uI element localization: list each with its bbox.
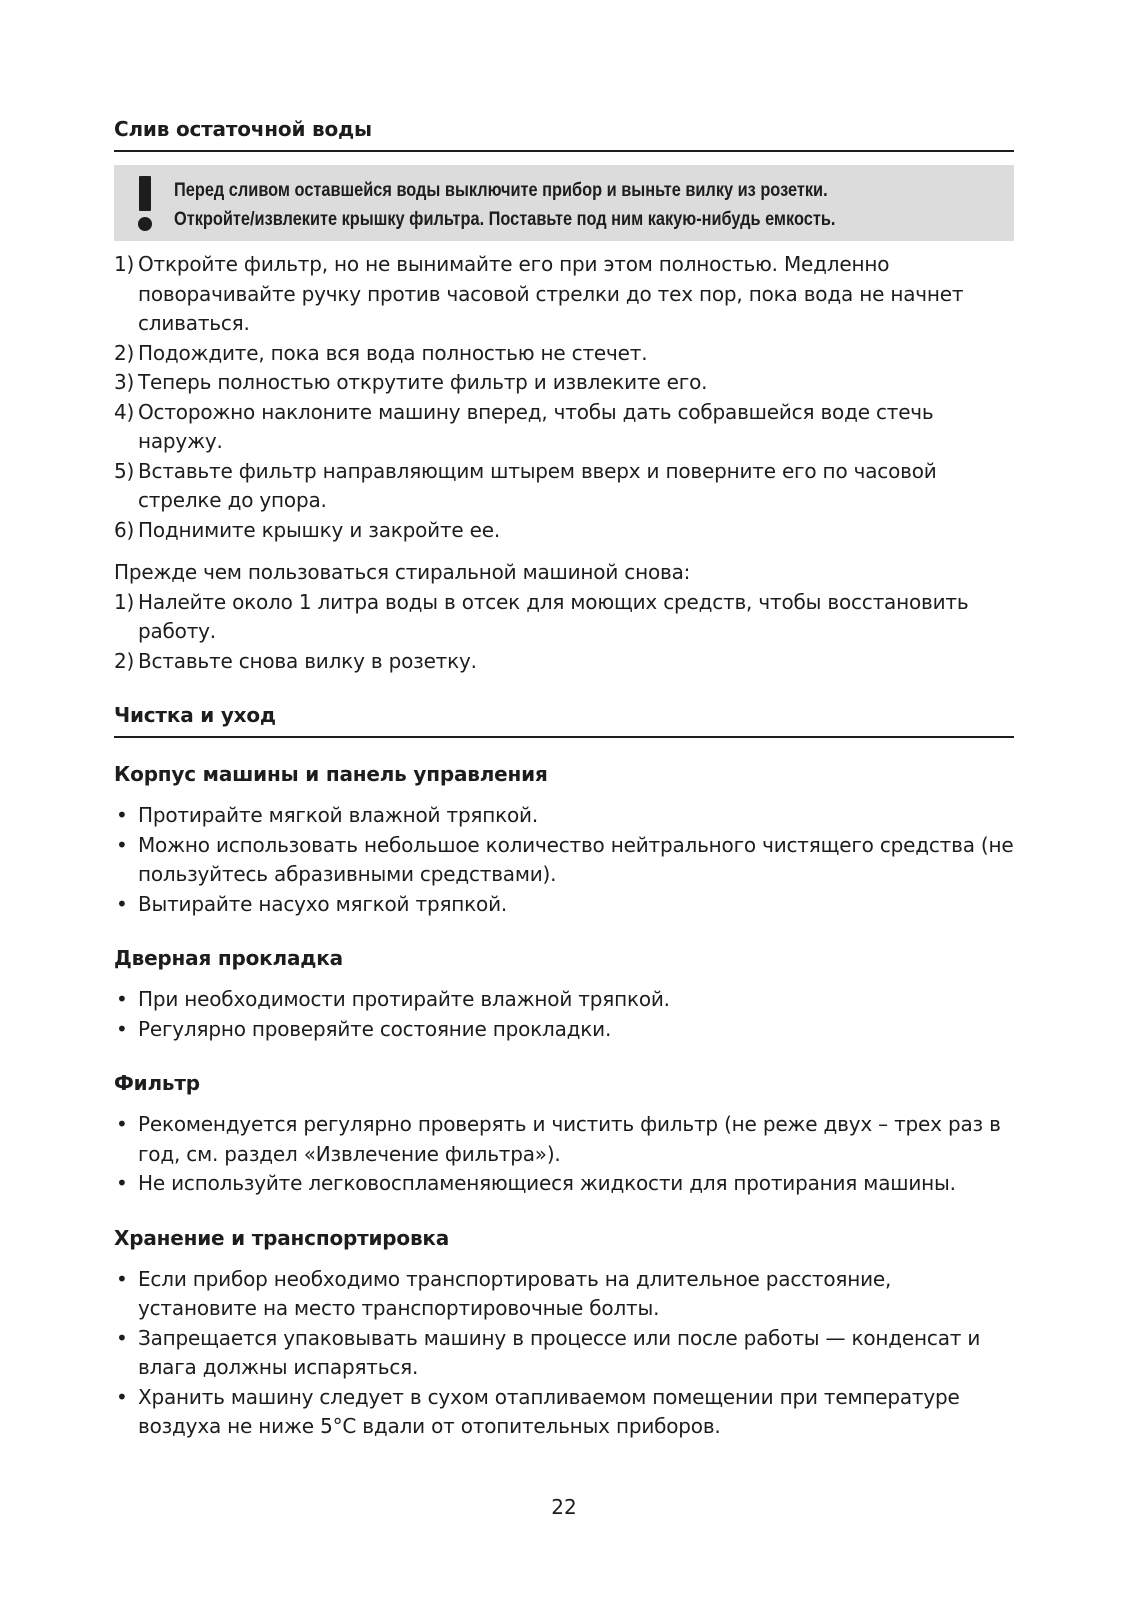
step-number: 6) (114, 517, 135, 542)
item-text: Вытирайте насухо мягкой тряпкой. (138, 891, 508, 916)
section-title-cleaning: Чистка и уход (114, 703, 1014, 738)
step-number: 1) (114, 252, 135, 276)
list-item (114, 1110, 1014, 1169)
step-text: Теперь полностью открутите фильтр и извлеките его. (138, 370, 708, 394)
step-number: 2) (114, 340, 135, 365)
list-item (114, 1169, 1014, 1199)
list-item (114, 1015, 1014, 1045)
step-text: Подождите, пока вся вода полностью не стечет. (138, 340, 648, 365)
body-care-list (114, 801, 1014, 919)
subsection-title-storage: Хранение и транспортировка (114, 1225, 450, 1250)
bullet-icon: • (116, 1171, 128, 1195)
item-text: Если прибор необходимо транспортировать на длительное расстояние, установите на место транспортировочные болты. (138, 1266, 892, 1320)
bullet-icon: • (116, 1016, 128, 1041)
step-number: 1) (114, 589, 135, 614)
list-item (114, 1324, 1014, 1383)
before-use-steps-list (114, 588, 1014, 677)
warning-box (114, 165, 1014, 241)
list-item (114, 890, 1014, 920)
step-number: 2) (114, 648, 135, 673)
step-text: Вставьте снова вилку в розетку. (138, 648, 477, 673)
bullet-icon: • (116, 987, 128, 1011)
item-text: Хранить машину следует в сухом отапливаемом помещении при температуре воздуха не ниже 5°C вдали от отопительных приборов. (138, 1384, 960, 1438)
bullet-icon: • (116, 832, 128, 857)
bullet-icon: • (116, 1384, 128, 1409)
list-item (114, 647, 1014, 677)
list-item (114, 457, 1014, 516)
subsection-title-door: Дверная прокладка (114, 946, 343, 970)
exclamation-icon (136, 176, 154, 228)
page-number: 22 (551, 1495, 577, 1519)
subsection-title-body: Корпус машины и панель управления (114, 762, 548, 786)
list-item (114, 1265, 1014, 1324)
list-item (114, 398, 1014, 457)
item-text: Протирайте мягкой влажной тряпкой. (138, 803, 539, 827)
item-text: Не используйте легковоспламеняющиеся жидкости для протирания машины. (138, 1171, 956, 1195)
warning-line: Откройте/извлеките крышку фильтра. Поставьте под ним какую-нибудь емкость. (174, 209, 836, 230)
list-item (114, 801, 1014, 831)
storage-list (114, 1265, 1014, 1442)
list-item (114, 831, 1014, 890)
step-number: 3) (114, 370, 135, 394)
item-text: Запрещается упаковывать машину в процессе или после работы — конденсат и влага должны испаряться. (138, 1325, 981, 1379)
bullet-icon: • (116, 1266, 128, 1291)
section-title-drain: Слив остаточной воды (114, 117, 1014, 152)
list-item (114, 516, 1014, 546)
document-page (114, 0, 1014, 1442)
filter-care-list (114, 1110, 1014, 1199)
list-item (114, 250, 1014, 339)
item-text: Регулярно проверяйте состояние прокладки. (138, 1016, 612, 1041)
item-text: При необходимости протирайте влажной тряпкой. (138, 987, 670, 1011)
step-number: 5) (114, 458, 135, 483)
step-text: Откройте фильтр, но не вынимайте его при этом полностью. Медленно поворачивайте ручку против часовой стрелки до тех пор, пока вода не начнет сливаться. (138, 252, 964, 335)
bullet-icon: • (116, 1325, 128, 1350)
item-text: Можно использовать небольшое количество нейтрального чистящего средства (не пользуйтесь абразивными средствами). (138, 832, 1014, 886)
list-item (114, 339, 1014, 369)
list-item (114, 588, 1014, 647)
door-care-list (114, 985, 1014, 1044)
warning-line: Перед сливом оставшейся воды выключите прибор и выньте вилку из розетки. (174, 180, 828, 201)
drain-steps-list (114, 250, 1014, 545)
bullet-icon: • (116, 803, 128, 827)
bullet-icon: • (116, 1112, 128, 1136)
step-text: Поднимите крышку и закройте ее. (138, 517, 501, 542)
list-item (114, 1383, 1014, 1442)
before-use-intro: Прежде чем пользоваться стиральной машиной снова: (114, 560, 691, 584)
step-text: Осторожно наклоните машину вперед, чтобы дать собравшейся воде стечь наружу. (138, 399, 934, 453)
subsection-title-filter: Фильтр (114, 1071, 200, 1095)
list-item (114, 368, 1014, 398)
list-item (114, 985, 1014, 1015)
item-text: Рекомендуется регулярно проверять и чистить фильтр (не реже двух – трех раз в год, см. раздел «Извлечение фильтра»). (138, 1112, 1001, 1166)
bullet-icon: • (116, 891, 128, 916)
warning-text (174, 176, 888, 234)
step-number: 4) (114, 399, 135, 424)
step-text: Вставьте фильтр направляющим штырем вверх и поверните его по часовой стрелке до упора. (138, 458, 937, 512)
step-text: Налейте около 1 литра воды в отсек для моющих средств, чтобы восстановить работу. (138, 589, 969, 643)
